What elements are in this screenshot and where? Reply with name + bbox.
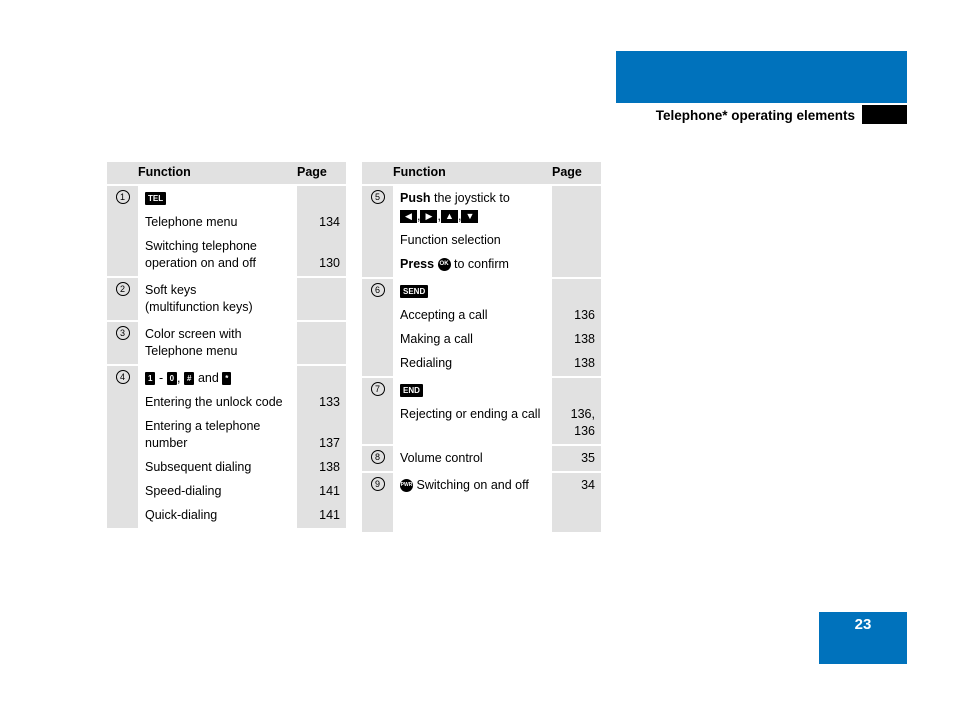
table-row (362, 279, 601, 378)
item-number: 3 (116, 326, 130, 340)
page-ref: 133 (319, 395, 340, 409)
page-number: 23 (854, 616, 872, 633)
table-row (107, 186, 346, 278)
function-text: Soft keys (145, 283, 197, 297)
send-key-icon: SEND (400, 285, 428, 298)
down-arrow-icon: ▼ (461, 210, 478, 223)
page-ref: 138 (574, 332, 595, 346)
right-arrow-icon: ▶ (420, 210, 437, 223)
page-ref: 34 (581, 478, 595, 492)
separator-comma: , (437, 209, 441, 223)
page-ref: 137 (319, 436, 340, 450)
item-number: 6 (371, 283, 385, 297)
subtitle-bar (616, 103, 907, 125)
table-row (362, 186, 601, 279)
page-ref: 130 (319, 256, 340, 270)
table-row (362, 446, 601, 473)
page-ref: 136 (574, 424, 595, 438)
function-text: the joystick to (434, 191, 510, 205)
table-header-row (362, 162, 601, 186)
section-title: At a glance (772, 131, 853, 148)
function-text: Telephone menu (145, 344, 238, 358)
function-text: Entering a telephone (145, 419, 261, 433)
page-ref: 138 (574, 356, 595, 370)
ok-button-icon: OK (438, 258, 451, 271)
digit-0-key-icon: 0 (167, 372, 177, 385)
page-ref: 141 (319, 484, 340, 498)
range-dash: - (158, 371, 164, 385)
function-text: Entering the unlock code (145, 395, 283, 409)
function-text: Switching on and off (416, 478, 529, 492)
page-number-box (819, 612, 907, 664)
and-text: and (197, 371, 219, 385)
function-column-header: Function (393, 162, 552, 186)
separator-comma: , (457, 209, 462, 223)
function-text: Volume control (400, 451, 483, 465)
page-column-header: Page (552, 162, 601, 186)
page-ref: 136, (570, 407, 595, 421)
digit-1-key-icon: 1 (145, 372, 155, 385)
function-text: operation on and off (145, 256, 256, 270)
page-column-header: Page (297, 162, 346, 186)
number-column-header (107, 162, 138, 186)
left-function-table (107, 162, 346, 528)
push-label: Push (400, 191, 431, 205)
function-text: Telephone menu (145, 215, 238, 229)
function-text: Switching telephone (145, 239, 257, 253)
page-ref: 136 (574, 308, 595, 322)
function-column-header: Function (138, 162, 297, 186)
item-number: 2 (116, 282, 130, 296)
item-number: 1 (116, 190, 130, 204)
power-button-icon: PWR (400, 479, 413, 492)
page-ref: 138 (319, 460, 340, 474)
function-text: Speed-dialing (145, 484, 222, 498)
item-number: 8 (371, 450, 385, 464)
table-row (107, 278, 346, 322)
function-text: Color screen with (145, 327, 242, 341)
function-text: (multifunction keys) (145, 300, 253, 314)
page-ref: 141 (319, 508, 340, 522)
item-number: 4 (116, 370, 130, 384)
function-text: Quick-dialing (145, 508, 218, 522)
item-number: 9 (371, 477, 385, 491)
table-row (107, 366, 346, 528)
function-text: Redialing (400, 356, 453, 370)
function-text: Accepting a call (400, 308, 488, 322)
separator-comma: , (417, 209, 421, 223)
table-row (362, 378, 601, 446)
separator-comma: , (177, 371, 181, 385)
hash-key-icon: # (184, 372, 194, 385)
table-header-row (107, 162, 346, 186)
item-number: 7 (371, 382, 385, 396)
table-row (362, 473, 601, 532)
function-text: number (145, 436, 188, 450)
end-key-icon: END (400, 384, 423, 397)
up-arrow-icon: ▲ (441, 210, 458, 223)
page-subtitle: Telephone* operating elements (655, 108, 855, 123)
left-arrow-icon: ◀ (400, 210, 417, 223)
table-row (107, 322, 346, 366)
function-text: to confirm (454, 257, 509, 271)
press-label: Press (400, 257, 435, 271)
number-column-header (362, 162, 393, 186)
item-number: 5 (371, 190, 385, 204)
function-text: Subsequent dialing (145, 460, 252, 474)
right-function-table (362, 162, 601, 532)
subtitle-marker (862, 105, 907, 124)
page-ref: 35 (581, 451, 595, 465)
tel-key-icon: TEL (145, 192, 166, 205)
function-text: Function selection (400, 233, 501, 247)
page-ref: 134 (319, 215, 340, 229)
function-text: Making a call (400, 332, 473, 346)
function-text: Rejecting or ending a call (400, 407, 541, 421)
star-key-icon: * (222, 372, 231, 385)
